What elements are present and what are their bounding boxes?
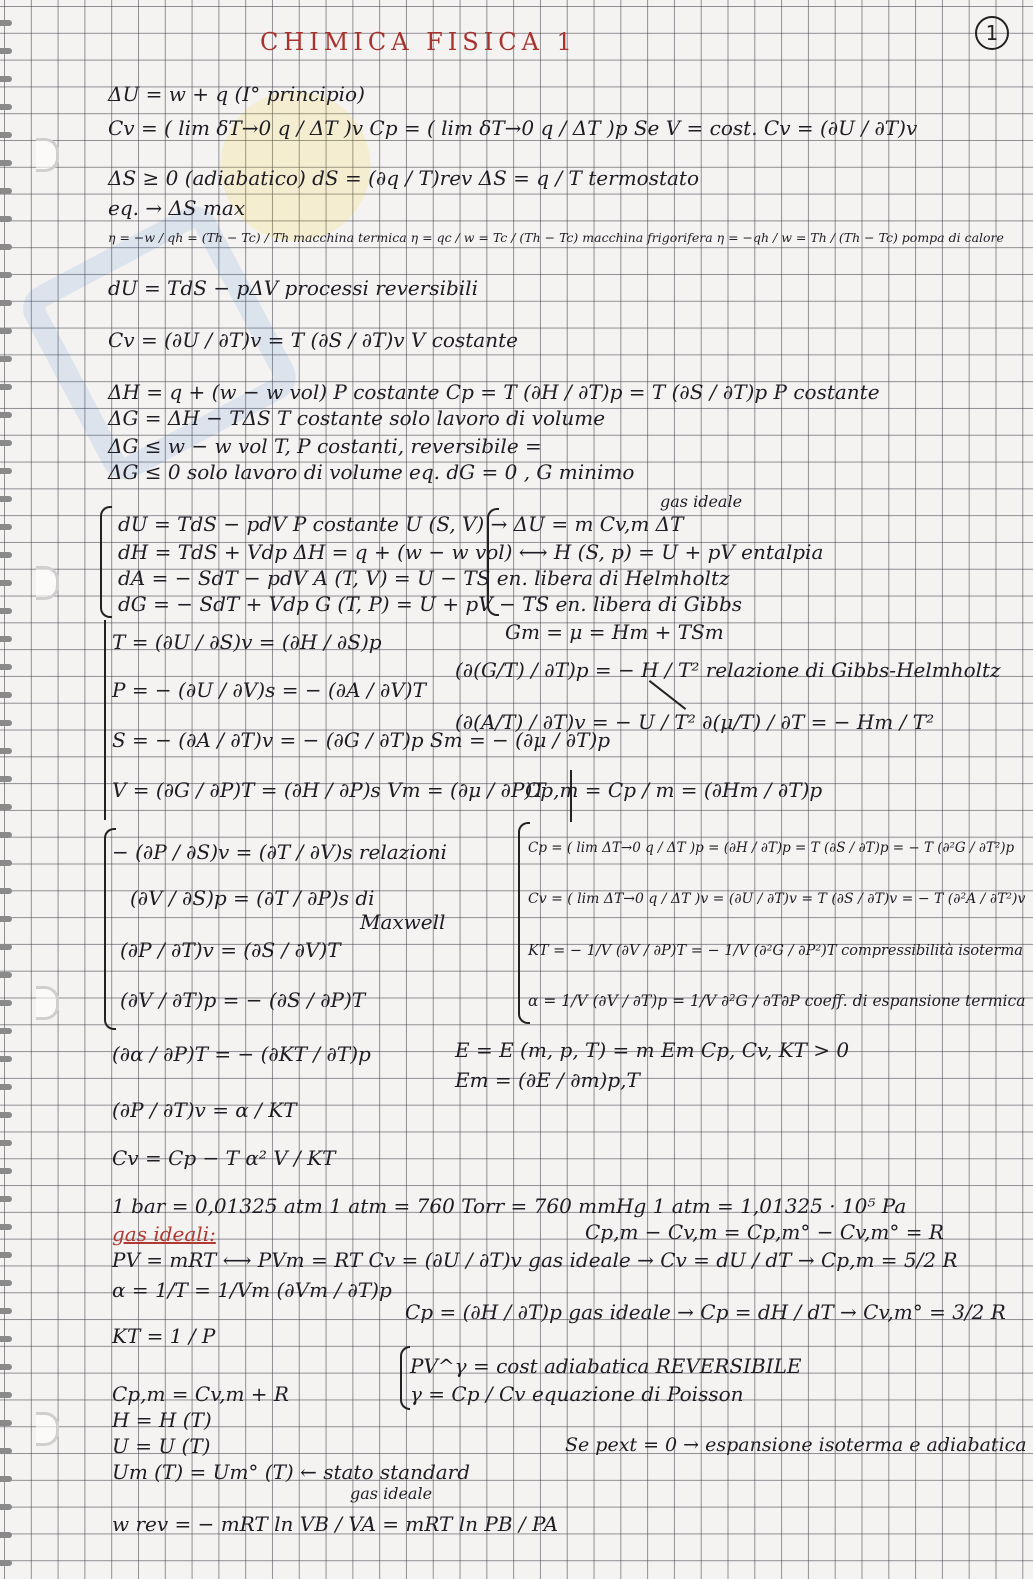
note-line: ΔH = q + (w − w vol) P costante Cp = T (∂H / ∂T)p = T (∂S / ∂T)p P costante [108,380,880,404]
note-line: ΔS ≥ 0 (adiabatico) dS = (∂q / T)rev ΔS = q / T termostato [108,166,699,190]
note-line: η = −w / qh = (Th − Tc) / Th macchina termica η = qc / w = Tc / (Th − Tc) macchina frigorifera η = −qh / w = Th / (Th − Tc) pompa di calore [108,230,1004,245]
note-line: Cp,m = Cv,m + R [112,1382,289,1406]
page-title: CHIMICA FISICA 1 [260,28,577,56]
note-line: Cv = Cp − T α² V / KT [112,1146,336,1170]
note-line: gas ideale [350,1484,433,1503]
binder-ring [36,1412,59,1446]
note-line: KT = − 1/V (∂V / ∂P)T = − 1/V (∂²G / ∂P²)T compressibilità isoterma [528,943,1023,959]
section-heading-gas-ideali: gas ideali: [112,1222,216,1246]
note-line: dG = − SdT + Vdp G (T, P) = U + pV − TS en. libera di Gibbs [118,592,743,616]
note-line: ΔG ≤ w − w vol T, P costanti, reversibile = [108,434,542,458]
note-line: eq. → ΔS max [108,196,246,220]
note-line: H = H (T) [112,1408,212,1432]
note-line: T = (∂U / ∂S)v = (∂H / ∂S)p [112,630,382,654]
binder-ring [36,566,59,600]
note-line: E = E (m, p, T) = m Em Cp, Cv, KT > 0 [455,1038,850,1062]
page-number: 1 [975,16,1009,50]
note-line: Se pext = 0 → espansione isoterma e adiabatica [565,1434,1027,1456]
note-line: Cv = ( lim ΔT→0 q / ΔT )v = (∂U / ∂T)v = T (∂S / ∂T)v = − T (∂²A / ∂T²)v [528,891,1026,907]
note-line: PV = mRT ⟷ PVm = RT Cv = (∂U / ∂T)v gas ideale → Cv = dU / dT → Cp,m = 5/2 R [112,1248,958,1272]
note-line: Cv = ( lim δT→0 q / ΔT )v Cp = ( lim δT→0 q / ΔT )p Se V = cost. Cv = (∂U / ∂T)v [108,116,918,140]
note-line: Cv = (∂U / ∂T)v = T (∂S / ∂T)v V costante [108,328,518,352]
note-line: α = 1/V (∂V / ∂T)p = 1/V ∂²G / ∂T∂P coeff. di espansione termica [528,992,1026,1010]
note-line: ΔU = w + q (I° principio) [108,82,365,106]
binder-ring [36,138,59,172]
note-line: Um (T) = Um° (T) ← stato standard [112,1460,471,1484]
note-line: dA = − SdT − pdV A (T, V) = U − TS en. libera di Helmholtz [118,566,730,590]
note-line: (∂(G/T) / ∂T)p = − H / T² relazione di Gibbs-Helmholtz [455,658,1001,682]
note-line: w rev = − mRT ln VB / VA = mRT ln PB / PA [112,1512,559,1536]
note-line: (∂P / ∂T)v = (∂S / ∂V)T [120,938,341,962]
note-line: dU = TdS − pΔV processi reversibili [108,276,478,300]
note-line: KT = 1 / P [112,1324,216,1348]
note-line: P = − (∂U / ∂V)s = − (∂A / ∂V)T [112,678,426,702]
note-line: V = (∂G / ∂P)T = (∂H / ∂P)s Vm = (∂μ / ∂P)T [112,778,546,802]
note-line: gas ideale [660,492,743,511]
note-line: γ = Cp / Cv equazione di Poisson [410,1382,744,1406]
note-line: (∂P / ∂T)v = α / KT [112,1098,297,1122]
note-line: Maxwell [360,910,446,934]
note-line: Gm = μ = Hm + TSm [505,620,724,644]
derivatives-bar [104,620,106,820]
note-line: (∂α / ∂P)T = − (∂KT / ∂T)p [112,1042,371,1066]
note-line: (∂V / ∂S)p = (∂T / ∂P)s di [130,886,375,910]
note-line: dH = TdS + Vdp ΔH = q + (w − w vol) ⟷ H (S, p) = U + pV entalpia [118,540,824,564]
note-line: dU = TdS − pdV P costante U (S, V) → ΔU = m Cv,m ΔT [118,512,684,536]
equations-brace [100,506,112,618]
note-line: ΔG = ΔH − TΔS T costante solo lavoro di volume [108,406,606,430]
note-line: PV^γ = cost adiabatica REVERSIBILE [410,1354,802,1378]
note-line: S = − (∂A / ∂T)v = − (∂G / ∂T)p Sm = − (∂μ / ∂T)p [112,728,611,752]
note-line: − (∂P / ∂S)v = (∂T / ∂V)s relazioni [112,840,447,864]
note-line: Cp,m − Cv,m = Cp,m° − Cv,m° = R [585,1220,944,1244]
note-line: ΔG ≤ 0 solo lavoro di volume eq. dG = 0 , G minimo [108,460,635,484]
binder-ring [36,986,59,1020]
note-line: (∂(A/T) / ∂T)v = − U / T² ∂(μ/T) / ∂T = − Hm / T² [455,710,935,734]
note-line: U = U (T) [112,1434,211,1458]
note-line: α = 1/T = 1/Vm (∂Vm / ∂T)p [112,1278,392,1302]
note-line: Em = (∂E / ∂m)p,T [455,1068,640,1092]
note-line: 1 bar = 0,01325 atm 1 atm = 760 Torr = 760 mmHg 1 atm = 1,01325 · 10⁵ Pa [112,1194,907,1218]
note-line: Cp,m = Cp / m = (∂Hm / ∂T)p [525,778,823,802]
note-line: Cp = ( lim ΔT→0 q / ΔT )p = (∂H / ∂T)p = T (∂S / ∂T)p = − T (∂²G / ∂T²)p [528,840,1015,856]
arrow [649,680,686,710]
poisson-brace [400,1346,410,1410]
note-line: Cp = (∂H / ∂T)p gas ideale → Cp = dH / dT → Cv,m° = 3/2 R [405,1300,1006,1324]
note-line: (∂V / ∂T)p = − (∂S / ∂P)T [120,988,366,1012]
